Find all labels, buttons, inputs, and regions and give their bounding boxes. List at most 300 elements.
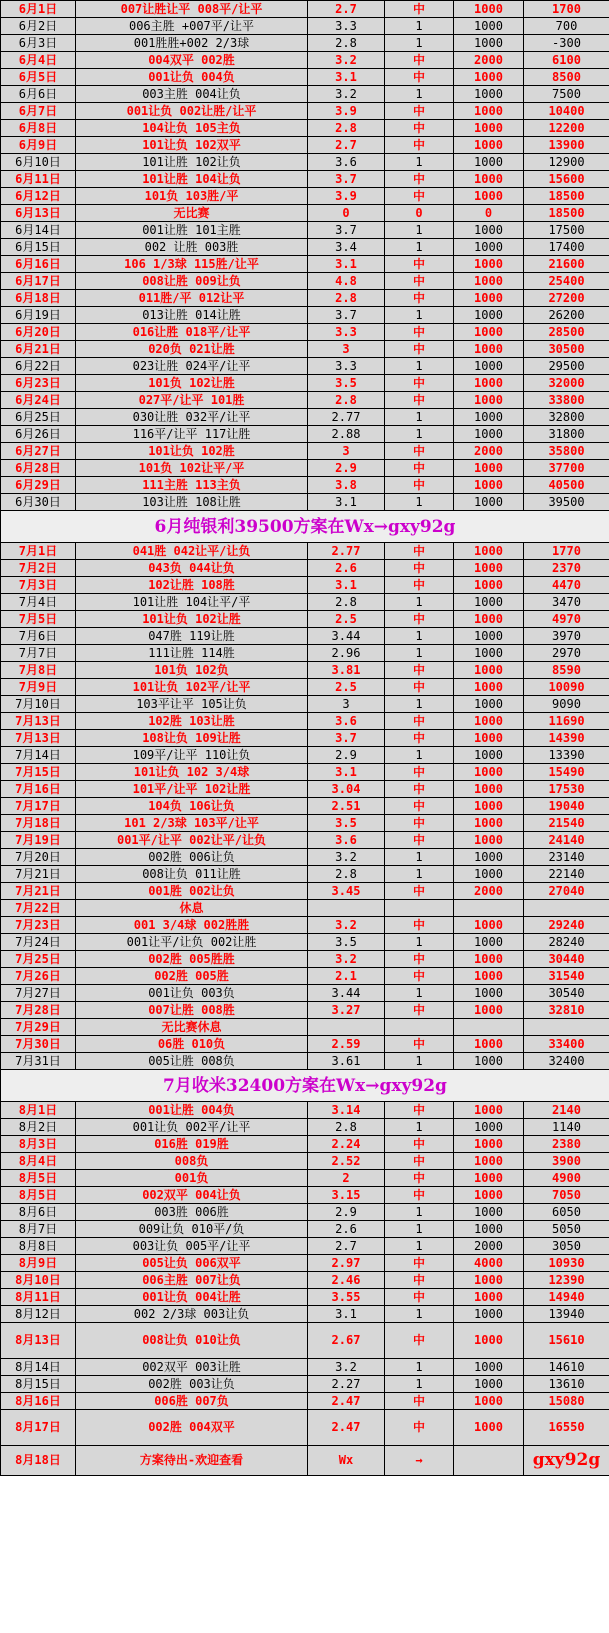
balance-cell: 15490 (524, 764, 609, 781)
pick-cell: 001让平/让负 002让胜 (76, 934, 308, 951)
pick-cell: 101让负 102平/让平 (76, 679, 308, 696)
pick-cell: 023让胜 024平/让平 (76, 358, 308, 375)
balance-cell: 40500 (524, 477, 609, 494)
result-row (1, 764, 609, 781)
date-cell: 6月24日 (1, 392, 76, 409)
date-cell: 8月10日 (1, 1272, 76, 1289)
balance-cell: 700 (524, 18, 609, 35)
balance-cell: 30440 (524, 951, 609, 968)
pick-cell: 101平/让平 102让胜 (76, 781, 308, 798)
result-row (1, 1170, 609, 1187)
date-cell: 7月23日 (1, 917, 76, 934)
odds-cell: 3.45 (308, 883, 385, 900)
result-row (1, 1272, 609, 1289)
result-cell: 中 (385, 1102, 454, 1119)
pick-cell: 005让胜 008负 (76, 1053, 308, 1070)
result-cell: 中 (385, 273, 454, 290)
balance-cell: 2370 (524, 560, 609, 577)
date-cell: 6月10日 (1, 154, 76, 171)
stake-cell: 1000 (454, 1272, 524, 1289)
balance-cell: 21600 (524, 256, 609, 273)
result-row (1, 239, 609, 256)
result-cell: 中 (385, 188, 454, 205)
odds-cell: 2.9 (308, 747, 385, 764)
pick-cell: 108让负 109让胜 (76, 730, 308, 747)
result-row (1, 730, 609, 747)
date-cell: 7月6日 (1, 628, 76, 645)
odds-cell: 3.27 (308, 1002, 385, 1019)
result-row (1, 426, 609, 443)
result-row (1, 494, 609, 511)
date-cell: 8月17日 (1, 1410, 76, 1446)
month-summary-text: 7月收米32400方案在Wx→gxy92g (1, 1070, 609, 1102)
result-row (1, 577, 609, 594)
result-cell: 中 (385, 1289, 454, 1306)
odds-cell: 2.96 (308, 645, 385, 662)
pick-cell: 008让负 011让胜 (76, 866, 308, 883)
odds-cell: 2.8 (308, 35, 385, 52)
balance-cell: 32400 (524, 1053, 609, 1070)
balance-cell: 6050 (524, 1204, 609, 1221)
balance-cell: 16550 (524, 1410, 609, 1446)
pick-cell: 002 让胜 003胜 (76, 239, 308, 256)
pick-cell: 101让胜 104让平/平 (76, 594, 308, 611)
odds-cell: 3.15 (308, 1187, 385, 1204)
date-cell: 7月2日 (1, 560, 76, 577)
odds-cell: 2.46 (308, 1272, 385, 1289)
result-row (1, 375, 609, 392)
odds-cell: 3.9 (308, 188, 385, 205)
balance-cell: 4900 (524, 1170, 609, 1187)
stake-cell: 1000 (454, 1204, 524, 1221)
stake-cell: 1000 (454, 832, 524, 849)
result-row (1, 1119, 609, 1136)
stake-cell: 1000 (454, 798, 524, 815)
result-cell: 1 (385, 154, 454, 171)
result-row (1, 883, 609, 900)
date-cell: 7月4日 (1, 594, 76, 611)
stake-cell (454, 900, 524, 917)
date-cell: 8月5日 (1, 1170, 76, 1187)
odds-cell: 3.2 (308, 849, 385, 866)
result-row (1, 1002, 609, 1019)
date-cell: 7月30日 (1, 1036, 76, 1053)
pick-cell: 101负 102负 (76, 662, 308, 679)
pick-cell: 001让负 002让胜/让平 (76, 103, 308, 120)
result-row (1, 188, 609, 205)
stake-cell: 1000 (454, 392, 524, 409)
date-cell: 8月16日 (1, 1393, 76, 1410)
odds-cell: 3.7 (308, 730, 385, 747)
pick-cell: 002双平 003让胜 (76, 1359, 308, 1376)
stake-cell: 1000 (454, 696, 524, 713)
pick-cell: 109平/让平 110让负 (76, 747, 308, 764)
date-cell: 8月9日 (1, 1255, 76, 1272)
stake-cell: 1000 (454, 103, 524, 120)
date-cell: 6月2日 (1, 18, 76, 35)
odds-cell: 2.59 (308, 1036, 385, 1053)
date-cell: 7月13日 (1, 713, 76, 730)
result-row (1, 1255, 609, 1272)
balance-cell: 2380 (524, 1136, 609, 1153)
result-cell: 中 (385, 832, 454, 849)
result-cell: 1 (385, 594, 454, 611)
odds-cell: 2.5 (308, 679, 385, 696)
result-row (1, 1323, 609, 1359)
date-cell: 6月7日 (1, 103, 76, 120)
balance-cell: 14610 (524, 1359, 609, 1376)
result-row (1, 1238, 609, 1255)
result-row (1, 103, 609, 120)
result-row (1, 713, 609, 730)
odds-cell: 3.7 (308, 222, 385, 239)
date-cell: 6月18日 (1, 290, 76, 307)
result-row (1, 798, 609, 815)
pending-row (1, 1446, 609, 1476)
odds-cell: 2.47 (308, 1393, 385, 1410)
stake-cell: 1000 (454, 477, 524, 494)
balance-cell: 28240 (524, 934, 609, 951)
stake-cell: 1000 (454, 1102, 524, 1119)
pick-cell: 101让胜 104让负 (76, 171, 308, 188)
date-cell: 7月26日 (1, 968, 76, 985)
pick-cell: 101让负 102胜 (76, 443, 308, 460)
odds-cell: 0 (308, 205, 385, 222)
date-cell: 6月12日 (1, 188, 76, 205)
result-cell: 中 (385, 713, 454, 730)
odds-cell: 3.04 (308, 781, 385, 798)
stake-cell: 1000 (454, 1119, 524, 1136)
stake-cell: 1000 (454, 713, 524, 730)
result-cell: 中 (385, 137, 454, 154)
pick-cell: 002胜 005胜 (76, 968, 308, 985)
stake-cell: 1000 (454, 730, 524, 747)
result-cell: 中 (385, 1136, 454, 1153)
result-row (1, 1289, 609, 1306)
result-row (1, 256, 609, 273)
result-row (1, 747, 609, 764)
balance-cell: 37700 (524, 460, 609, 477)
pick-cell: 106 1/3球 115胜/让平 (76, 256, 308, 273)
odds-cell: 3.6 (308, 713, 385, 730)
stake-cell: 1000 (454, 543, 524, 560)
result-cell: → (385, 1446, 454, 1476)
result-cell (385, 1019, 454, 1036)
balance-cell: 10400 (524, 103, 609, 120)
result-row (1, 1359, 609, 1376)
balance-cell: 7500 (524, 86, 609, 103)
result-cell: 中 (385, 560, 454, 577)
pick-cell: 007让胜 008胜 (76, 1002, 308, 1019)
result-row (1, 171, 609, 188)
balance-cell: 18500 (524, 188, 609, 205)
odds-cell: 3.3 (308, 358, 385, 375)
result-row (1, 1187, 609, 1204)
result-cell: 1 (385, 86, 454, 103)
odds-cell: 2.27 (308, 1376, 385, 1393)
balance-cell: 14390 (524, 730, 609, 747)
stake-cell: 1000 (454, 781, 524, 798)
odds-cell: 2.8 (308, 594, 385, 611)
odds-cell: 3.1 (308, 494, 385, 511)
pick-cell: 011胜/平 012让平 (76, 290, 308, 307)
result-cell: 中 (385, 1153, 454, 1170)
odds-cell: 2.7 (308, 1, 385, 18)
stake-cell: 1000 (454, 1393, 524, 1410)
stake-cell: 2000 (454, 52, 524, 69)
result-cell: 中 (385, 120, 454, 137)
stake-cell (454, 1019, 524, 1036)
date-cell: 6月23日 (1, 375, 76, 392)
date-cell: 6月28日 (1, 460, 76, 477)
date-cell: 8月7日 (1, 1221, 76, 1238)
stake-cell: 1000 (454, 917, 524, 934)
result-cell: 中 (385, 577, 454, 594)
pick-cell: 005让负 006双平 (76, 1255, 308, 1272)
balance-cell: 3970 (524, 628, 609, 645)
balance-cell: 13610 (524, 1376, 609, 1393)
pick-cell: 104负 106让负 (76, 798, 308, 815)
result-cell: 中 (385, 1170, 454, 1187)
pick-cell: 002胜 003让负 (76, 1376, 308, 1393)
balance-cell: 13940 (524, 1306, 609, 1323)
stake-cell: 1000 (454, 1002, 524, 1019)
stake-cell: 2000 (454, 1238, 524, 1255)
result-row (1, 849, 609, 866)
odds-cell: 2.8 (308, 290, 385, 307)
pick-cell: 001胜胜+002 2/3球 (76, 35, 308, 52)
stake-cell: 1000 (454, 426, 524, 443)
date-cell: 8月2日 (1, 1119, 76, 1136)
balance-cell: 3900 (524, 1153, 609, 1170)
date-cell: 7月21日 (1, 866, 76, 883)
result-row (1, 120, 609, 137)
stake-cell: 1000 (454, 968, 524, 985)
date-cell: 7月15日 (1, 764, 76, 781)
balance-cell: 32000 (524, 375, 609, 392)
result-row (1, 86, 609, 103)
date-cell: 7月24日 (1, 934, 76, 951)
result-row (1, 205, 609, 222)
odds-cell: 3.55 (308, 1289, 385, 1306)
stake-cell: 1000 (454, 611, 524, 628)
stake-cell: 1000 (454, 747, 524, 764)
result-row (1, 324, 609, 341)
stake-cell: 1000 (454, 1, 524, 18)
result-cell: 中 (385, 1002, 454, 1019)
odds-cell: 3.81 (308, 662, 385, 679)
odds-cell: 3.61 (308, 1053, 385, 1070)
stake-cell: 1000 (454, 18, 524, 35)
stake-cell: 1000 (454, 1053, 524, 1070)
balance-cell: 31540 (524, 968, 609, 985)
pick-cell: 003主胜 004让负 (76, 86, 308, 103)
result-row (1, 611, 609, 628)
result-cell: 中 (385, 290, 454, 307)
result-cell: 中 (385, 1393, 454, 1410)
date-cell: 6月17日 (1, 273, 76, 290)
odds-cell: 3.2 (308, 86, 385, 103)
stake-cell: 1000 (454, 273, 524, 290)
stake-cell: 1000 (454, 120, 524, 137)
balance-cell: 28500 (524, 324, 609, 341)
balance-cell (524, 900, 609, 917)
pick-cell: 方案待出-欢迎查看 (76, 1446, 308, 1476)
balance-cell: 13900 (524, 137, 609, 154)
pick-cell: 016让胜 018平/让平 (76, 324, 308, 341)
odds-cell: 3.3 (308, 324, 385, 341)
result-cell: 1 (385, 35, 454, 52)
result-cell: 中 (385, 256, 454, 273)
result-row (1, 460, 609, 477)
odds-cell: 2.6 (308, 560, 385, 577)
result-row (1, 1376, 609, 1393)
result-cell: 0 (385, 205, 454, 222)
odds-cell: 2.5 (308, 611, 385, 628)
result-row (1, 154, 609, 171)
balance-cell: 8590 (524, 662, 609, 679)
stake-cell: 1000 (454, 307, 524, 324)
date-cell: 6月19日 (1, 307, 76, 324)
result-cell: 1 (385, 307, 454, 324)
balance-cell: 18500 (524, 205, 609, 222)
stake-cell: 1000 (454, 1359, 524, 1376)
date-cell: 7月9日 (1, 679, 76, 696)
date-cell: 6月11日 (1, 171, 76, 188)
date-cell: 8月4日 (1, 1153, 76, 1170)
balance-cell: 9090 (524, 696, 609, 713)
date-cell: 6月6日 (1, 86, 76, 103)
odds-cell: 2.51 (308, 798, 385, 815)
result-cell: 中 (385, 477, 454, 494)
stake-cell: 1000 (454, 662, 524, 679)
result-row (1, 1393, 609, 1410)
pick-cell: 001胜 002让负 (76, 883, 308, 900)
stake-cell: 1000 (454, 628, 524, 645)
pick-cell: 006主胜 007让负 (76, 1272, 308, 1289)
balance-cell: 3050 (524, 1238, 609, 1255)
stake-cell: 1000 (454, 1221, 524, 1238)
balance-cell: 15080 (524, 1393, 609, 1410)
odds-cell: 3.6 (308, 832, 385, 849)
result-cell: 中 (385, 798, 454, 815)
balance-cell: 17500 (524, 222, 609, 239)
stake-cell: 1000 (454, 460, 524, 477)
date-cell: 6月13日 (1, 205, 76, 222)
result-cell: 中 (385, 1255, 454, 1272)
result-cell: 中 (385, 764, 454, 781)
odds-cell: 3.2 (308, 917, 385, 934)
result-cell: 中 (385, 1323, 454, 1359)
result-row (1, 290, 609, 307)
result-cell: 中 (385, 443, 454, 460)
result-cell: 中 (385, 460, 454, 477)
balance-cell: gxy92g (524, 1446, 609, 1476)
pick-cell: 101 2/3球 103平/让平 (76, 815, 308, 832)
odds-cell: 3.5 (308, 815, 385, 832)
stake-cell: 1000 (454, 1410, 524, 1446)
stake-cell: 1000 (454, 188, 524, 205)
date-cell: 8月14日 (1, 1359, 76, 1376)
date-cell: 8月3日 (1, 1136, 76, 1153)
odds-cell: 3.9 (308, 103, 385, 120)
pick-cell: 111让胜 114胜 (76, 645, 308, 662)
stake-cell: 1000 (454, 1376, 524, 1393)
balance-cell: 33400 (524, 1036, 609, 1053)
odds-cell: 3.14 (308, 1102, 385, 1119)
balance-cell: 4970 (524, 611, 609, 628)
odds-cell: 2.77 (308, 543, 385, 560)
pick-cell: 047胜 119让胜 (76, 628, 308, 645)
balance-cell: 26200 (524, 307, 609, 324)
balance-cell: 23140 (524, 849, 609, 866)
stake-cell: 1000 (454, 1036, 524, 1053)
result-row (1, 679, 609, 696)
stake-cell: 1000 (454, 222, 524, 239)
pick-cell: 001平/让平 002让平/让负 (76, 832, 308, 849)
result-cell: 中 (385, 1187, 454, 1204)
result-row (1, 35, 609, 52)
odds-cell: 3.1 (308, 577, 385, 594)
odds-cell: 3.1 (308, 69, 385, 86)
stake-cell: 1000 (454, 1323, 524, 1359)
stake-cell: 1000 (454, 866, 524, 883)
balance-cell: 11690 (524, 713, 609, 730)
balance-cell: 14940 (524, 1289, 609, 1306)
stake-cell: 1000 (454, 594, 524, 611)
balance-cell: 27200 (524, 290, 609, 307)
result-row (1, 409, 609, 426)
stake-cell: 1000 (454, 154, 524, 171)
odds-cell: 3.6 (308, 154, 385, 171)
result-row (1, 307, 609, 324)
result-cell: 中 (385, 52, 454, 69)
balance-cell: 32810 (524, 1002, 609, 1019)
result-row (1, 560, 609, 577)
balance-cell: 19040 (524, 798, 609, 815)
odds-cell: 2.8 (308, 1119, 385, 1136)
result-row (1, 900, 609, 917)
pick-cell: 007让胜让平 008平/让平 (76, 1, 308, 18)
odds-cell: 3 (308, 696, 385, 713)
pick-cell: 101让负 102双平 (76, 137, 308, 154)
odds-cell: 2.8 (308, 866, 385, 883)
odds-cell: 2.52 (308, 1153, 385, 1170)
result-cell: 中 (385, 543, 454, 560)
date-cell: 8月11日 (1, 1289, 76, 1306)
result-cell: 中 (385, 69, 454, 86)
date-cell: 7月18日 (1, 815, 76, 832)
date-cell: 6月27日 (1, 443, 76, 460)
odds-cell: 3.7 (308, 171, 385, 188)
date-cell: 7月19日 (1, 832, 76, 849)
balance-cell: 24140 (524, 832, 609, 849)
result-row (1, 392, 609, 409)
balance-cell: 39500 (524, 494, 609, 511)
balance-cell: 8500 (524, 69, 609, 86)
pick-cell: 休息 (76, 900, 308, 917)
result-row (1, 341, 609, 358)
result-cell: 1 (385, 645, 454, 662)
result-row (1, 477, 609, 494)
stake-cell: 1000 (454, 1153, 524, 1170)
odds-cell: 2.6 (308, 1221, 385, 1238)
pick-cell: 101负 103胜/平 (76, 188, 308, 205)
pick-cell: 020负 021让胜 (76, 341, 308, 358)
result-row (1, 934, 609, 951)
odds-cell: 3 (308, 341, 385, 358)
pick-cell: 001负 (76, 1170, 308, 1187)
